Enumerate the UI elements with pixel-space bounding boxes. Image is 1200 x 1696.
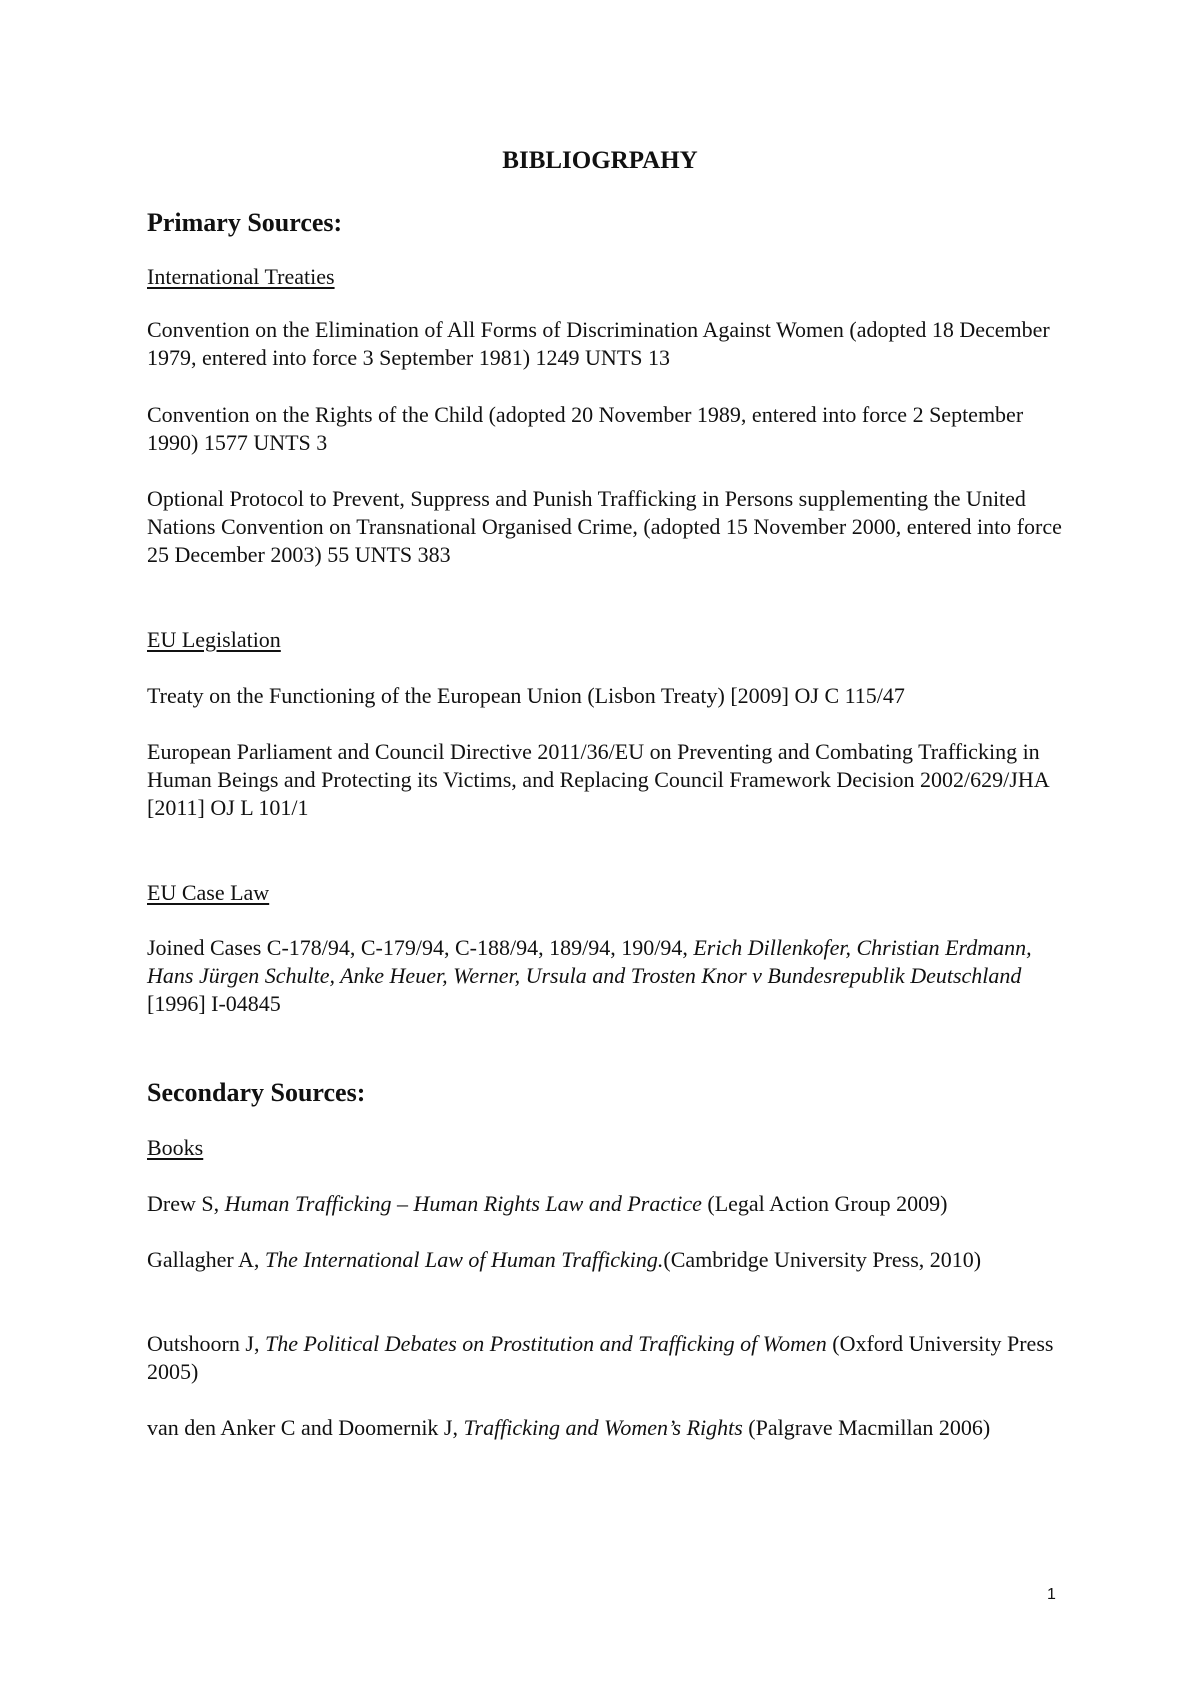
entry-title: The International Law of Human Trafficking. <box>264 1247 664 1272</box>
bibliography-entry-cedaw: Convention on the Elimination of All Forms of Discrimination Against Women (adopted 18 December 1979, entered into force 3 September 1981) 1249 UNTS 13 <box>147 317 1050 370</box>
entry-prefix: Joined Cases C-178/94, C-179/94, C-188/94, 189/94, 190/94, <box>147 935 694 960</box>
books-heading: Books <box>147 1135 204 1160</box>
entry-title: Human Trafficking – Human Rights Law and Practice <box>224 1191 702 1216</box>
bibliography-entry-gallagher <box>147 1246 1077 1274</box>
entry-suffix: (Legal Action Group 2009) <box>701 1191 948 1216</box>
bibliography-entry-outshoorn <box>147 1330 1077 1386</box>
entry-suffix: [1996] I-04845 <box>147 991 281 1016</box>
entry-title: The Political Debates on Prostitution and Trafficking of Women <box>264 1331 827 1356</box>
international-treaties-heading: International Treaties <box>147 264 335 289</box>
entry-title: Trafficking and Women’s Rights <box>463 1415 743 1440</box>
entry-suffix: (Oxford University Press 2005) <box>147 1331 1054 1384</box>
bibliography-entry-tfeu: Treaty on the Functioning of the European Union (Lisbon Treaty) [2009] OJ C 115/47 <box>147 683 905 708</box>
entry-prefix: Outshoorn J, <box>147 1331 265 1356</box>
bibliography-entry-crc: Convention on the Rights of the Child (adopted 20 November 1989, entered into force 2 September 1990) 1577 UNTS 3 <box>147 402 1024 455</box>
primary-sources-heading: Primary Sources: <box>147 208 343 237</box>
entry-suffix: (Palgrave Macmillan 2006) <box>742 1415 991 1440</box>
secondary-sources-heading: Secondary Sources: <box>147 1078 366 1107</box>
bibliography-entry-dillenkofer <box>147 934 1077 1018</box>
eu-legislation-heading: EU Legislation <box>147 627 281 652</box>
entry-prefix: Drew S, <box>147 1191 225 1216</box>
entry-prefix: Gallagher A, <box>147 1247 265 1272</box>
eu-case-law-heading: EU Case Law <box>147 880 270 905</box>
entry-title: Erich Dillenkofer, Christian Erdmann, Hans Jürgen Schulte, Anke Heuer, Werner, Ursula and Trosten Knor v Bundesrepublik Deutschland <box>147 935 1032 988</box>
bibliography-entry-drew <box>147 1190 1077 1218</box>
entry-suffix: (Cambridge University Press, 2010) <box>663 1247 982 1272</box>
entry-prefix: van den Anker C and Doomernik J, <box>147 1415 464 1440</box>
bibliography-entry-van-den-anker <box>147 1414 1077 1442</box>
page-title: BIBLIOGRPAHY <box>502 147 698 174</box>
bibliography-entry-trafficking-protocol: Optional Protocol to Prevent, Suppress and Punish Trafficking in Persons supplementing the United Nations Convention on Transnational Organised Crime, (adopted 15 November 2000, entered into force 25 December 2003) 55 UNTS 383 <box>147 486 1062 567</box>
bibliography-entry-directive: European Parliament and Council Directive 2011/36/EU on Preventing and Combating Trafficking in Human Beings and Protecting its Victims, and Replacing Council Framework Decision 2002/629/JHA [2011] OJ L 101/1 <box>147 739 1049 820</box>
page-number: 1 <box>1047 1586 1056 1603</box>
